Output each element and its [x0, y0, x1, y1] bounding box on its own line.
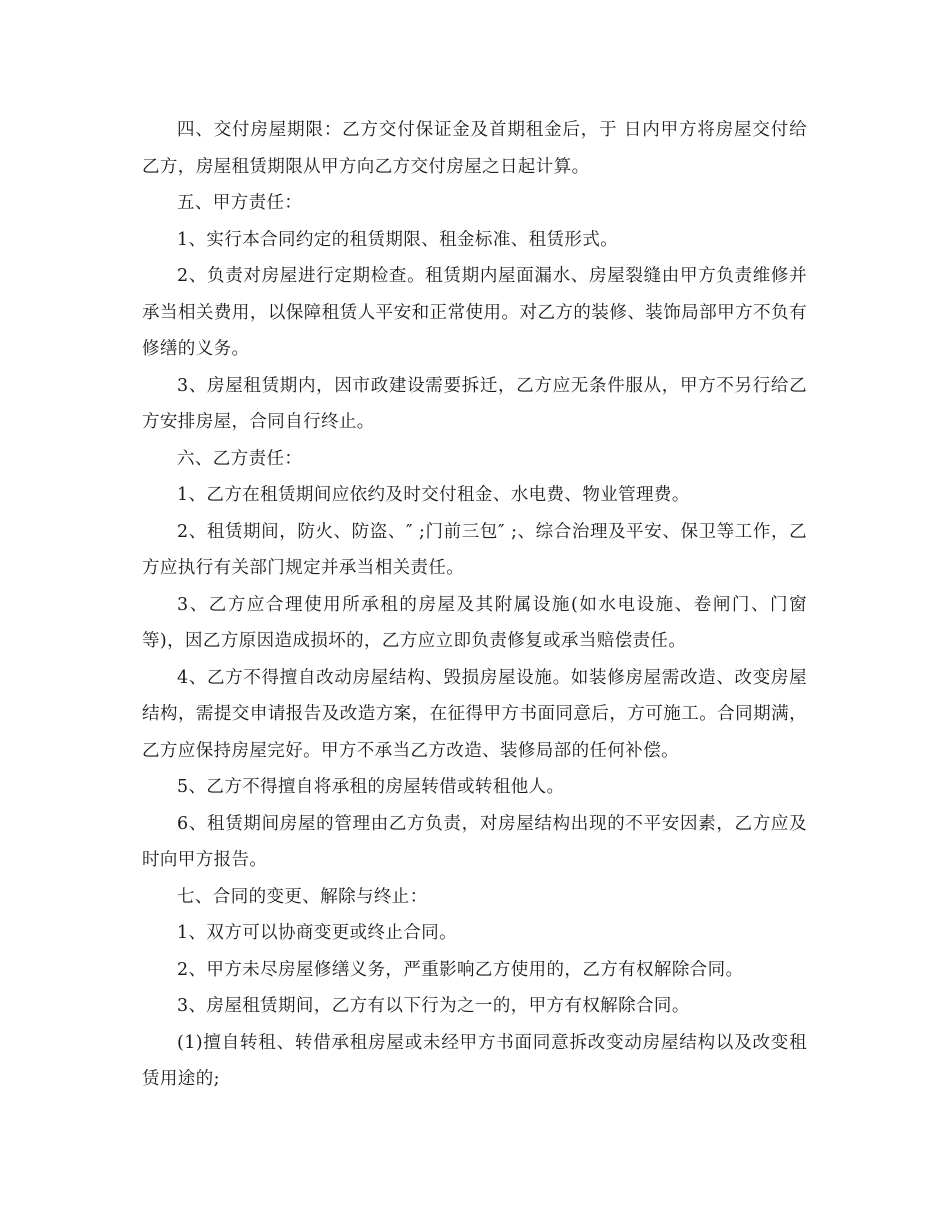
paragraph-c-3: 3、房屋租赁期间，乙方有以下行为之一的，甲方有权解除合同。 [177, 996, 690, 1016]
paragraph-a-1: 1、实行本合同约定的租赁期限、租金标准、租赁形式。 [177, 229, 619, 250]
paragraph-c-2: 2、甲方未尽房屋修缮义务，严重影响乙方使用的，乙方有权解除合同。 [177, 959, 744, 980]
paragraph-b-6: 6、租赁期间房屋的管理由乙方负责，对房屋结构出现的不平安因素，乙方应及时向甲方报告。 [142, 813, 807, 870]
paragraph-c-1: 1、双方可以协商变更或终止合同。 [177, 923, 458, 943]
paragraph-delivery-period: 四、交付房屋期限：乙方交付保证金及首期租金后，于 日内甲方将房屋交付给乙方，房屋租赁期限从甲方向乙方交付房屋之日起计算。 [142, 120, 807, 177]
section-heading-party-a-duties: 五、甲方责任： [177, 193, 303, 213]
section-heading-party-b-duties: 六、乙方责任： [177, 448, 303, 469]
paragraph-b-4: 4、乙方不得擅自改动房屋结构、毁损房屋设施。如装修房屋需改造、改变房屋结构，需提交申请报告及改造方案，在征得甲方书面同意后，方可施工。合同期满，乙方应保持房屋完好。甲方不承当乙方改造、装修局部的任何补偿。 [142, 667, 807, 761]
paragraph-c-3-item-1: (1)擅自转租、转借承租房屋或未经甲方书面同意拆改变动房屋结构以及改变租赁用途的; [142, 1032, 807, 1089]
paragraph-b-1: 1、乙方在租赁期间应依约及时交付租金、水电费、物业管理费。 [177, 485, 690, 505]
paragraph-a-3: 3、房屋租赁期内，因市政建设需要拆迁，乙方应无条件服从，甲方不另行给乙方安排房屋，合同自行终止。 [142, 375, 807, 432]
paragraph-b-5: 5、乙方不得擅自将承租的房屋转借或转租他人。 [177, 777, 565, 797]
paragraph-a-2: 2、负责对房屋进行定期检查。租赁期内屋面漏水、房屋裂缝由甲方负责维修并承当相关费用，以保障租赁人平安和正常使用。对乙方的装修、装饰局部甲方不负有修缮的义务。 [142, 266, 807, 359]
section-heading-contract-changes: 七、合同的变更、解除与终止： [177, 886, 428, 907]
paragraph-b-3: 3、乙方应合理使用所承租的房屋及其附属设施(如水电设施、卷闸门、门窗等)，因乙方原因造成损坏的，乙方应立即负责修复或承当赔偿责任。 [142, 594, 807, 651]
paragraph-b-2: 2、租赁期间，防火、防盗、″ ;门前三包″ ;、综合治理及平安、保卫等工作，乙方应执行有关部门规定并承当相关责任。 [142, 521, 807, 578]
document-page [142, 112, 807, 1098]
